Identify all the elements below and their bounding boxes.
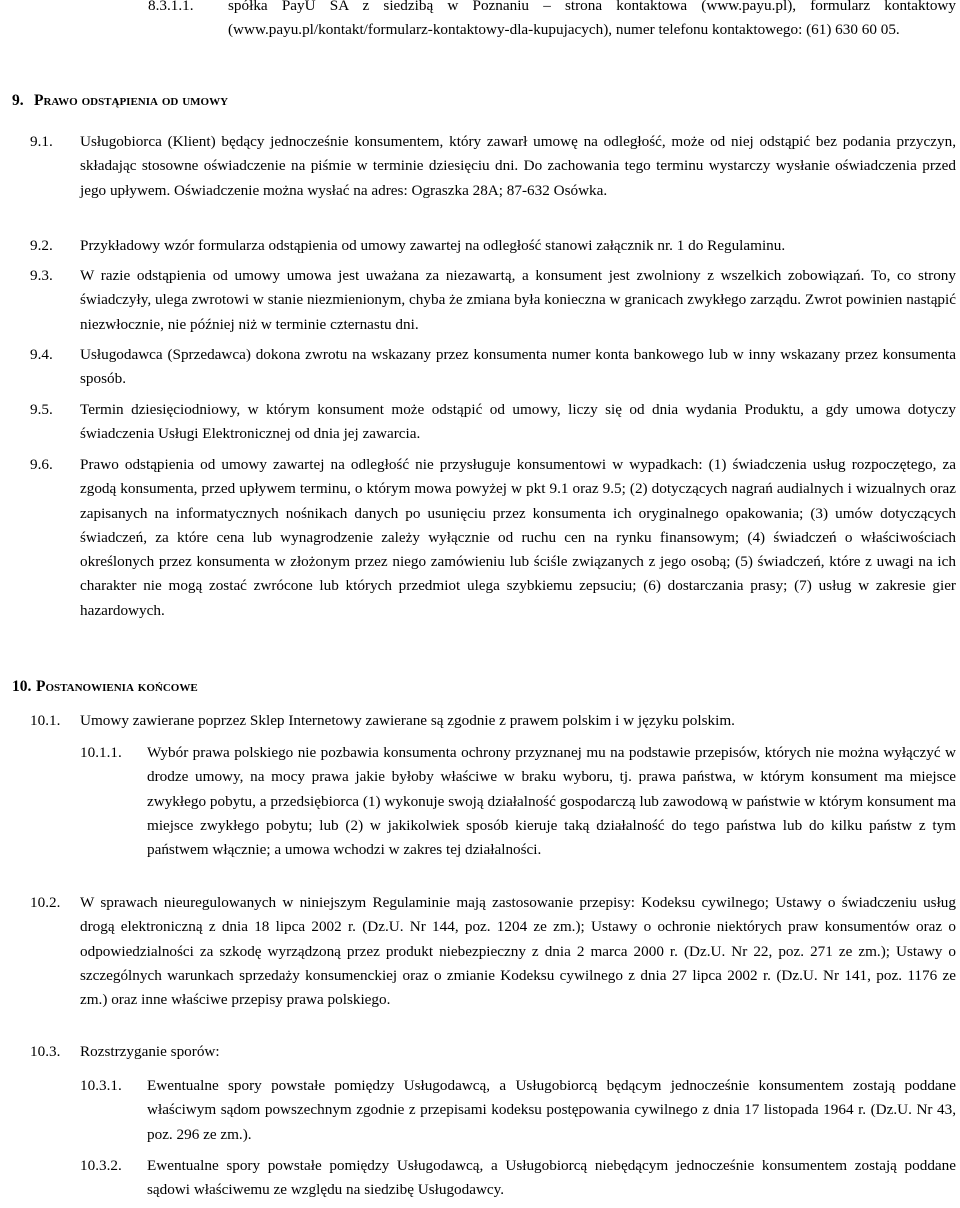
- clause-number: 9.6.: [30, 456, 53, 473]
- section-10-heading: [12, 678, 198, 696]
- clause-10-3-2: [80, 1154, 956, 1203]
- clause-number: 10.3.1.: [80, 1077, 122, 1094]
- clause-text: Przykładowy wzór formularza odstąpienia od umowy zawartej na odległość stanowi załącznik nr. 1 do Regulaminu.: [80, 237, 786, 254]
- clause-number: 10.3.2.: [80, 1157, 122, 1174]
- clause-text: Termin dziesięciodniowy, w którym konsument może odstąpić od umowy, liczy się od dnia wydania Produktu, a gdy umowa dotyczy świadczenia Usługi Elektronicznej od dnia jej zawarcia.: [80, 401, 956, 443]
- clause-text: W razie odstąpienia od umowy umowa jest uważana za niezawartą, a konsument jest zwolniony z wszelkich zobowiązań. To, co strony świadczyły, ulega zwrotowi w stanie niezmienionym, chyba że zmiana była konieczna w granicach zwykłego zarządu. Zwrot powinien nastąpić niezwłocznie, nie później niż w terminie czternastu dni.: [80, 267, 956, 333]
- clause-10-3: [30, 1040, 956, 1064]
- clause-10-1-1: [80, 741, 956, 862]
- clause-text: Wybór prawa polskiego nie pozbawia konsumenta ochrony przyznanej mu na podstawie przepisów, których nie można wyłączyć w drodze umowy, na mocy prawa jakie byłoby właściwe w braku wyboru, tj. prawa państwa, w którym konsument ma miejsce zwykłego pobytu, a przedsiębiorca (1) wykonuje swoją działalność gospodarczą lub zawodową w państwie w którym konsument ma miejsce zwykłego pobytu; lub (2) w jakikolwiek sposób kieruje taką działalność do tego państwa lub do kilku państw z tym państwem włącznie; a umowa wchodzi w zakres tej działalności.: [147, 744, 956, 859]
- clause-text: spółka PayU SA z siedzibą w Poznaniu – strona kontaktowa (www.payu.pl), formularz kontaktowy (www.payu.pl/kontakt/formularz-kontaktowy-dla-kupujacych), numer telefonu kontaktowego: (61) 630 60 05.: [228, 0, 956, 39]
- clause-number: 9.4.: [30, 346, 53, 363]
- clause-number: 10.1.1.: [80, 744, 122, 761]
- clause-10-2: [30, 891, 956, 1012]
- clause-number: 9.1.: [30, 133, 53, 150]
- clause-9-1: [30, 130, 956, 203]
- clause-text: Usługodawca (Sprzedawca) dokona zwrotu na wskazany przez konsumenta numer konta bankowego lub w inny wskazany przez konsumenta sposób.: [80, 346, 956, 388]
- section-number: 10.: [12, 678, 32, 695]
- clause-text: Usługobiorca (Klient) będący jednocześnie konsumentem, który zawarł umowę na odległość, może od niej odstąpić bez podania przyczyn, składając stosowne oświadczenie na piśmie w terminie dziesięciu dni. Do zachowania tego terminu wystarczy wysłanie oświadczenia przed jego upływem. Oświadczenie można wysłać na adres: Ograszka 28A; 87-632 Osówka.: [80, 133, 956, 199]
- clause-text: Prawo odstąpienia od umowy zawartej na odległość nie przysługuje konsumentowi w wypadkach: (1) świadczenia usług rozpoczętego, za zgodą konsumenta, przed upływem terminu, o którym mowa powyżej w pkt 9.1 oraz 9.5; (2) dotyczących nagrań audialnych i wizualnych oraz zapisanych na informatycznych nośnikach danych po usunięciu przez konsumenta ich oryginalnego opakowania; (3) umów dotyczących świadczeń, za które cena lub wynagrodzenie zależy wyłącznie od ruchu cen na rynku finansowym; (4) świadczeń o właściwościach określonych przez konsumenta w złożonym przez niego zamówieniu lub ściśle związanych z jego osobą; (5) świadczeń, które z uwagi na ich charakter nie mogą zostać zwrócone lub których przedmiot ulega szybkiemu zepsuciu; (6) dostarczania prasy; (7) usług w zakresie gier hazardowych.: [80, 456, 956, 619]
- clause-number: 9.3.: [30, 267, 53, 284]
- clause-number: 9.5.: [30, 401, 53, 418]
- section-title: Prawo odstąpienia od umowy: [34, 92, 229, 109]
- clause-number: 10.1.: [30, 712, 61, 729]
- clause-text: Ewentualne spory powstałe pomiędzy Usługodawcą, a Usługobiorcą niebędącym jednocześnie konsumentem zostają poddane sądowi właściwemu ze względu na siedzibę Usługodawcy.: [147, 1157, 956, 1199]
- section-number: 9.: [12, 92, 24, 109]
- clause-text: Umowy zawierane poprzez Sklep Internetowy zawierane są zgodnie z prawem polskim i w języku polskim.: [80, 712, 735, 729]
- clause-9-5: [30, 398, 956, 447]
- clause-text: W sprawach nieuregulowanych w niniejszym Regulaminie mają zastosowanie przepisy: Kodeksu cywilnego; Ustawy o świadczeniu usług drogą elektroniczną z dnia 18 lipca 2002 r. (Dz.U. Nr 144, poz. 1204 ze zm.); Ustawy o ochronie niektórych praw konsumentów oraz o odpowiedzialności za szkodę wyrządzoną przez produkt niebezpieczny z dnia 2 marca 2000 r. (Dz.U. Nr 22, poz. 271 ze zm.); Ustawy o szczególnych warunkach sprzedaży konsumenckiej oraz o zmianie Kodeksu cywilnego z dnia 27 lipca 2002 r. (Dz.U. Nr 141, poz. 1176 ze zm.) oraz inne właściwe przepisy prawa polskiego.: [80, 894, 956, 1009]
- clause-number: 8.3.1.1.: [148, 0, 194, 14]
- clause-9-4: [30, 343, 956, 392]
- clause-8-3-1-1: [148, 0, 956, 43]
- clause-9-2: [30, 234, 956, 258]
- clause-text: Ewentualne spory powstałe pomiędzy Usługodawcą, a Usługobiorcą będącym jednocześnie konsumentem zostają poddane właściwym sądom powszechnym zgodnie z przepisami kodeksu postępowania cywilnego z dnia 17 listopada 1964 r. (Dz.U. Nr 43, poz. 296 ze zm.).: [147, 1077, 956, 1143]
- clause-10-3-1: [80, 1074, 956, 1147]
- clause-number: 10.3.: [30, 1043, 61, 1060]
- clause-text: Rozstrzyganie sporów:: [80, 1043, 220, 1060]
- section-title: Postanowienia końcowe: [36, 678, 198, 695]
- clause-number: 10.2.: [30, 894, 61, 911]
- section-9-heading: [12, 92, 228, 110]
- clause-10-1: [30, 709, 956, 733]
- clause-number: 9.2.: [30, 237, 53, 254]
- clause-9-3: [30, 264, 956, 337]
- clause-9-6: [30, 453, 956, 623]
